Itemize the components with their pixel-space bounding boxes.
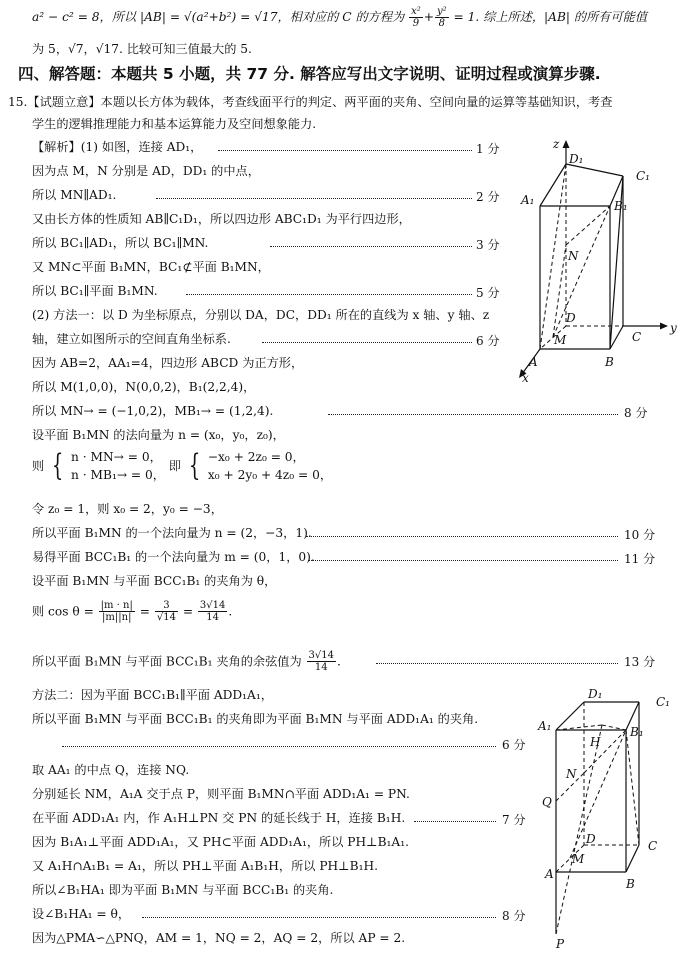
system-mid: 即: [168, 459, 181, 473]
label-c: C: [632, 330, 642, 344]
line-p-h: [556, 725, 602, 934]
score-3: 3 分: [476, 238, 500, 252]
solution-line-8: (2) 方法一：以 D 为坐标原点，分别以 DA，DC，DD₁ 所在的直线为 x 轴、y 轴、z: [32, 308, 490, 322]
score-6b: 6 分: [502, 738, 526, 752]
answer-den: 14: [314, 662, 328, 673]
label-c1: C₁: [636, 169, 650, 183]
leader-dots: [308, 560, 618, 561]
leader-dots: [156, 198, 472, 199]
cos-f1-den: |m||n|: [102, 612, 132, 623]
eq-sign: =: [139, 604, 150, 619]
cos-lead: 则 cos θ =: [32, 604, 94, 619]
figure-1-cuboid-coordinate-system: [510, 136, 685, 386]
solution-line-18: 设平面 B₁MN 与平面 BCC₁B₁ 的夹角为 θ，: [32, 574, 277, 588]
solution-line-27: 又 A₁H∩A₁B₁ = A₁，所以 PH⊥平面 A₁B₁H，所以 PH⊥B₁H.: [32, 859, 378, 873]
line-h-b1: [602, 725, 626, 730]
line-b1-c: [626, 730, 639, 845]
problem-intro-a: 15.【试题立意】本题以长方体为载体，考查线面平行的判定、两平面的夹角、空间向量的运算等基础知识，考查: [8, 95, 613, 109]
cos-frac-1: [99, 600, 135, 623]
score-10: 10 分: [624, 528, 656, 542]
z-arrow-icon: [563, 140, 570, 148]
label-c1: C₁: [656, 695, 670, 709]
plus-sign: +: [423, 10, 434, 24]
leader-dots: [262, 342, 472, 343]
label-m: M: [572, 852, 585, 866]
solution-line-7: 所以 BC₁∥平面 B₁MN.: [32, 284, 158, 298]
answer-num: 3√14: [308, 650, 335, 661]
label-d1: D₁: [588, 687, 603, 701]
leader-dots: [186, 294, 472, 295]
cos-f2-num: 3: [155, 600, 178, 612]
line-m-b1: [570, 730, 626, 858]
label-z: z: [553, 137, 560, 151]
solution-line-16: 所以平面 B₁MN 的一个法向量为 n = (2，−3，1).: [32, 526, 312, 540]
solution-line-9: 轴，建立如图所示的空间直角坐标系.: [32, 332, 231, 346]
label-a: A: [545, 867, 554, 881]
label-p: P: [556, 937, 565, 950]
cos-f1-num: |m · n|: [100, 600, 133, 611]
solution-line-1: 【解析】(1) 如图，连接 AD₁，: [32, 140, 203, 154]
solution-line-2: 因为点 M，N 分别是 AD，DD₁ 的中点，: [32, 164, 260, 178]
edge-b-c: [626, 845, 639, 872]
solution-line-21: 方法二：因为平面 BCC₁B₁∥平面 ADD₁A₁，: [32, 688, 273, 702]
fraction-x2-over-9: [409, 6, 423, 29]
answer-frac: [307, 650, 336, 673]
solution-line-11: 所以 M(1,0,0)，N(0,0,2)，B₁(2,2,4)，: [32, 380, 256, 394]
cos-f2-den: √14: [156, 612, 176, 623]
label-x: x: [522, 371, 529, 385]
leader-dots: [376, 663, 618, 664]
label-n: N: [568, 249, 579, 263]
y-arrow-icon: [660, 323, 668, 330]
system-eq-a1: n · MN→ = 0，: [71, 450, 162, 464]
label-b: B: [605, 355, 614, 369]
solution-line-26: 因为 B₁A₁⊥平面 ADD₁A₁，又 PH⊂平面 ADD₁A₁，所以 PH⊥B₁A₁.: [32, 835, 409, 849]
score-1: 1 分: [476, 142, 500, 156]
leader-dots: [328, 414, 618, 415]
intro-line-1: [32, 6, 647, 29]
leader-dots: [414, 821, 496, 822]
frac1-den: 9: [412, 18, 420, 29]
system-then: 则: [32, 459, 45, 473]
score-8b: 8 分: [502, 909, 526, 923]
frac1-num: x²: [411, 6, 421, 17]
solution-line-17: 易得平面 BCC₁B₁ 的一个法向量为 m = (0，1，0).: [32, 550, 315, 564]
line-a-d1: [540, 164, 566, 349]
left-brace: {: [188, 448, 201, 483]
label-b1: B₁: [614, 199, 628, 213]
equation-system: [32, 448, 332, 484]
edge-a1-d1: [556, 702, 584, 730]
score-2: 2 分: [476, 190, 500, 204]
system-right: [208, 448, 332, 484]
solution-line-6: 又 MN⊂平面 B₁MN，BC₁⊄平面 B₁MN，: [32, 260, 270, 274]
label-d: D: [586, 832, 596, 846]
solution-line-5: 所以 BC₁∥AD₁，所以 BC₁∥MN.: [32, 236, 209, 250]
label-d1: D₁: [569, 152, 584, 166]
solution-line-30: 因为△PMA∽△PNQ，AM = 1，NQ = 2，AQ = 2，所以 AP = 2.: [32, 931, 406, 945]
line-a1-h: [556, 725, 602, 730]
left-brace: {: [51, 448, 64, 483]
line-m-b1: [553, 206, 610, 337]
solution-line-25: 在平面 ADD₁A₁ 内，作 A₁H⊥PN 交 PN 的延长线于 H，连接 B₁H.: [32, 811, 406, 825]
leader-dots: [270, 246, 472, 247]
leader-dots: [142, 917, 496, 918]
cos-f3-num: 3√14: [199, 600, 226, 611]
label-y: y: [670, 321, 677, 335]
frac2-den: 8: [438, 18, 445, 29]
solution-line-24: 分别延长 NM，A₁A 交于点 P，则平面 B₁MN∩平面 ADD₁A₁ = PN.: [32, 787, 410, 801]
system-left: [71, 448, 165, 484]
leader-dots: [218, 150, 472, 151]
leader-dots: [306, 536, 618, 537]
eq-sign: =: [182, 604, 194, 619]
line-n-b1: [566, 206, 610, 245]
label-a: A: [529, 355, 538, 369]
label-a1: A₁: [521, 193, 535, 207]
label-m: M: [554, 333, 567, 347]
solution-line-22: 所以平面 B₁MN 与平面 BCC₁B₁ 的夹角即为平面 B₁MN 与平面 ADD₁A₁ 的夹角.: [32, 712, 479, 726]
score-5: 5 分: [476, 286, 500, 300]
label-c: C: [648, 839, 658, 853]
label-b: B: [626, 877, 635, 891]
fraction-y2-over-8: [435, 6, 449, 29]
system-eq-a2: n · MB₁→ = 0，: [71, 468, 165, 482]
intro-line-2: 为 5，√7，√17. 比较可知三值最大的 5.: [32, 42, 252, 56]
solution-line-12: 所以 MN→ = (−1,0,2)，MB₁→ = (1,2,4).: [32, 404, 274, 418]
cos-f3-den: 14: [206, 612, 219, 623]
score-8: 8 分: [624, 406, 648, 420]
solution-line-15: 令 z₀ = 1，则 x₀ = 2，y₀ = −3，: [32, 502, 223, 516]
label-a1: A₁: [538, 719, 552, 733]
score-6: 6 分: [476, 334, 500, 348]
score-13: 13 分: [624, 655, 656, 669]
label-b1: B₁: [630, 725, 644, 739]
solution-line-3: 所以 MN∥AD₁.: [32, 188, 117, 202]
label-d: D: [566, 311, 576, 325]
leader-dots: [62, 746, 496, 747]
edge-a1-d1: [540, 164, 566, 206]
solution-line-28: 所以∠B₁HA₁ 即为平面 B₁MN 与平面 BCC₁B₁ 的夹角.: [32, 883, 334, 897]
solution-line-29: 设∠B₁HA₁ = θ，: [32, 907, 131, 921]
period: .: [228, 604, 233, 619]
problem-intro-b: 学生的逻辑推理能力和基本运算能力及空间想象能力.: [32, 117, 317, 131]
system-eq-b2: x₀ + 2y₀ + 4z₀ = 0，: [207, 468, 333, 482]
label-h: H: [590, 735, 601, 749]
solution-line-13: 设平面 B₁MN 的法向量为 n = (x₀，y₀，z₀)，: [32, 428, 285, 442]
frac2-num: y²: [436, 6, 447, 17]
solution-line-23: 取 AA₁ 的中点 Q，连接 NQ.: [32, 763, 190, 777]
intro-line-1b: = 1. 综上所述，|AB| 的所有可能值: [453, 10, 648, 24]
figure-2-cuboid: [536, 680, 686, 950]
cos-frac-3: [198, 600, 227, 623]
label-n: N: [566, 767, 577, 781]
cosine-formula: [32, 600, 232, 623]
score-7: 7 分: [502, 813, 526, 827]
system-eq-b1: −x₀ + 2z₀ = 0，: [207, 450, 305, 464]
line-20a: 所以平面 B₁MN 与平面 BCC₁B₁ 夹角的余弦值为: [32, 654, 302, 669]
label-q: Q: [542, 795, 552, 809]
solution-line-20: [32, 650, 341, 673]
solution-line-4: 又由长方体的性质知 AB∥C₁D₁，所以四边形 ABC₁D₁ 为平行四边形，: [32, 212, 411, 226]
solution-line-10: 因为 AB=2，AA₁=4，四边形 ABCD 为正方形，: [32, 356, 304, 370]
section-heading: 四、解答题：本题共 5 小题，共 77 分. 解答应写出文字说明、证明过程或演算步骤.: [18, 65, 601, 83]
period: .: [337, 654, 341, 669]
intro-line-1a: a² − c² = 8，所以 |AB| = √(a²+b²) = √17，相对应的 C 的方程为: [32, 10, 405, 24]
cos-frac-2: [155, 600, 178, 623]
score-11: 11 分: [624, 552, 656, 566]
